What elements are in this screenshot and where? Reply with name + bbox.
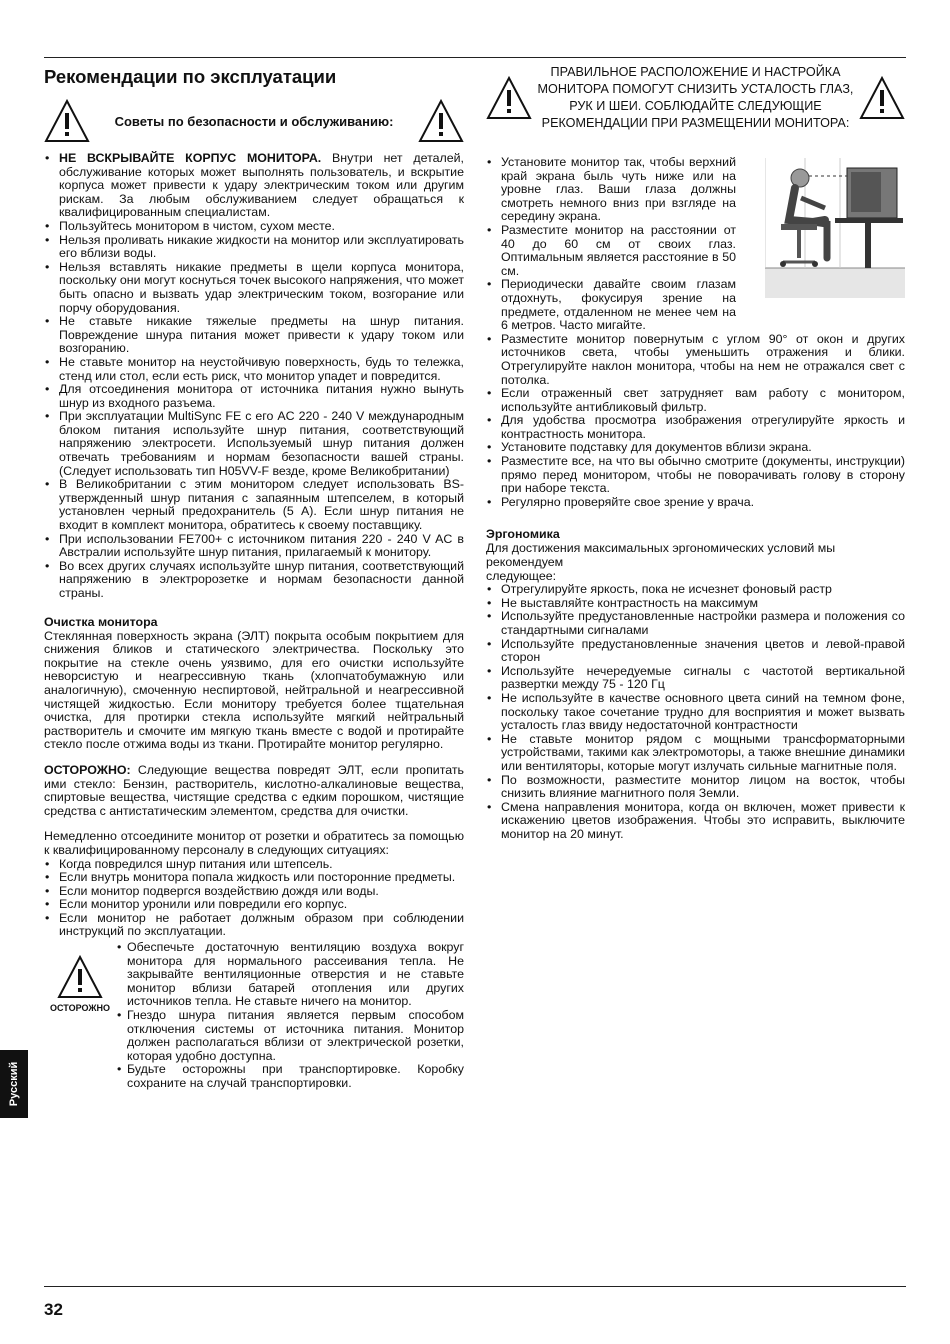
placement-list [486,333,905,510]
caution-badge [44,941,116,1091]
list-item: • Разместите монитор на расстоянии от 40 до 60 см от своих глаз. Оптимальным является расстояние в 50 см. [486,224,736,278]
list-item: • Разместите все, на что вы обычно смотрите (документы, инструкции) прямо перед монитором, чтобы не поворачивать голову в сторону при наборе текста. [486,455,905,496]
list-item: • Регулярно проверяйте свое зрение у врача. [486,496,905,510]
list-item: • Не ставьте никакие тяжелые предметы на шнур питания. Повреждение шнура питания может привести к удару током или возгоранию. [44,315,464,356]
disconnect-list [44,858,464,940]
list-item: • Используйте нечередуемые сигналы с частотой вертикальной развертки между 75 - 120 Гц [486,665,905,692]
list-item: • Если монитор подвергся воздействию дождя или воды. [44,885,464,899]
list-item: • Когда повредился шнур питания или штепсель. [44,858,464,872]
ergonomics-heading: Эргономика [486,527,560,542]
page-title: Рекомендации по эксплуатации [44,66,337,87]
list-item: • Обеспечьте достаточную вентиляцию воздуха вокруг монитора для нормального рассеивания тепла. Не закрывайте вентиляционные отверстия и не ставьте монитор вблизи батарей отопления или других источников тепла. Не ставьте ничего на монитор. [116,941,464,1009]
list-item: • Используйте предустановленные настройки размера и положения со стандартными сигналами [486,610,905,637]
list-item: • Не ставьте монитор на неустойчивую поверхность, будь то тележка, стенд или стол, если есть риск, что монитор упадет и повредится. [44,356,464,383]
list-item: • Отрегулируйте яркость, пока не исчезнет фоновый растр [486,583,905,597]
caution-label: ОСТОРОЖНО [50,1003,110,1014]
cleaning-text: Стеклянная поверхность экрана (ЭЛТ) покрыта особым покрытием для снижения бликов и статического электричества. Поскольку это покрытие на стекле очень уязвимо, для его очистки используйте неворсистую и неагрессивную ткань (хлопчатобумажную или аналогичную), смоченную неспиртовой, нейтральной и неагрессивной чистящей жидкостью. Если монитору требуется более тщательная очистка, для протирки стекла используйте мягкий нейтральный растворитель и смочите им мягкую ткань вместе с водой и протирайте стекло после отжима воды из ткани. Протирайте монитор регулярно. [44,628,464,752]
list-item: • Если отраженный свет затрудняет вам работу с монитором, используйте антибликовый фильтр. [486,387,905,414]
list-item: • Нельзя проливать никакие жидкости на монитор или эксплуатировать его вблизи воды. [44,234,464,261]
disconnect-intro: Немедленно отсоедините монитор от розетки и обратитесь за помощью к квалифицированному персоналу в следующих ситуациях: [44,829,464,857]
caution-box [44,941,464,1091]
ergonomics-list [486,583,905,841]
list-item: • Не используйте в качестве основного цвета синий на темном фоне, поскольку такое сочетание трудно для восприятия и может вызвать усталость глаз ввиду недостаточной контрастности [486,692,905,733]
placement-heading: ПРАВИЛЬНОЕ РАСПОЛОЖЕНИЕ И НАСТРОЙКА МОНИТОРА ПОМОГУТ СНИЗИТЬ УСТАЛОСТЬ ГЛАЗ, РУК И ШЕИ. СОБЛЮДАЙТЕ СЛЕДУЮЩИЕ РЕКОМЕНДАЦИИ ПРИ РАЗМЕЩЕНИИ МОНИТОРА: [537,65,854,130]
list-item: • Если монитор уронили или повредили его корпус. [44,898,464,912]
list-item: • При эксплуатации MultiSync FE с его AC 220 - 240 V международным блоком питания используйте шнур питания, соответствующий напряжению электросети. Используемый шнур питания должен отвечать требованиям и нормам безопасности вашей страны. (Следует использовать тип H05VV-F везде, кроме Великобритании) [44,410,464,478]
list-item: • Разместите монитор повернутым с углом 90° от окон и других источников света, чтобы уменьшить отражения и блики. Отрегулируйте наклон монитора, чтобы на нем не отражался свет с потолка. [486,333,905,387]
list-item: • Гнездо шнура питания является первым способом отключения системы от источника питания. Монитор должен располагаться вблизи от электрической розетки, которая удобно доступна. [116,1009,464,1063]
list-item: • Для удобства просмотра изображения отрегулируйте яркость и контрастность монитора. [486,414,905,441]
ergonomics-intro: Для достижения максимальных эргономических условий мы рекомендуем [486,541,836,570]
list-item: • Периодически давайте своим глазам отдохнуть, фокусируя зрение на предмете, отдаленном не менее чем на 6 метров. Часто мигайте. [486,278,736,332]
list-item: • Пользуйтесь монитором в чистом, сухом месте. [44,220,464,234]
bottom-rule [44,1286,906,1287]
placement-heading-row [486,64,905,132]
safety-heading: Советы по безопасности и обслуживанию: [114,113,394,129]
list-item: • Смена направления монитора, когда он включен, может привести к искажению цветов изображения. Чтобы это исправить, выключите монитор на 20 минут. [486,801,905,842]
page-number: 32 [44,1300,63,1319]
warning-icon [486,76,532,120]
safety-heading-row [44,96,464,146]
list-item: • В Великобритании с этим монитором следует использовать BS-утвержденный шнур питания с запаянным штепселем, в который установлен черный предохранитель (5 А). Если шнур питания не входит в комплект монитора, обратитесь к своему поставщику. [44,478,464,532]
list-item: • НЕ ВСКРЫВАЙТЕ КОРПУС МОНИТОРА. Внутри нет деталей, обслуживание которых может выполнять пользователь, и вскрытие корпуса может привести к удару электрическим током или другим рискам. За любым обслуживанием следует обращаться к квалифицированным специалистам. [44,152,464,220]
left-column [44,64,464,1091]
list-item: • Установите монитор так, чтобы верхний край экрана быль чуть ниже или на уровне глаз. Ваши глаза должны смотреть немного вниз при взгляде на середину экрана. [486,156,736,224]
list-item: • Во всех других случаях используйте шнур питания, соответствующий напряжению в электророзетке и нормам безопасности данной страны. [44,560,464,601]
warning-icon [859,76,905,120]
cleaning-heading: Очистка монитора [44,614,158,629]
ergonomics-intro-2: следующее: [486,568,557,583]
list-item: • Если внутрь монитора попала жидкость или посторонние предметы. [44,871,464,885]
language-tab: Русский [0,1050,28,1118]
caution-icon [57,955,103,999]
cleaning-caution: ОСТОРОЖНО: Следующие вещества повредят ЭЛТ, если пропитать ими стекло: Бензин, растворитель, кислотно-алкалиновые вещества, спиртовые вещества, чистящие средства с едким порошком, чистящие средства с антистатическим элементом, средства для очистки. [44,762,464,818]
right-column [486,64,905,842]
list-item: • Установите подставку для документов вблизи экрана. [486,441,905,455]
list-item: • Если монитор не работает должным образом при соблюдении инструкций по эксплуатации. [44,912,464,939]
list-item: • При использовании FE700+ с источником питания 220 - 240 V AC в Австралии используйте шнур питания, прилагаемый к монитору. [44,533,464,560]
list-item: • Не ставьте монитор рядом с мощными трансформаторными устройствами, такими как электромоторы, а также внешние динамики или вентиляторы, которые могут излучать сильные магнитные поля. [486,733,905,774]
ergonomic-illustration [765,158,905,298]
list-item: • Нельзя вставлять никакие предметы в щели корпуса монитора, поскольку они могут коснуться точек высокого напряжения, что может быть опасно и вызвать удар электрическим током, возгорание или порчу оборудования. [44,261,464,315]
list-item: • По возможности, разместите монитор лицом на восток, чтобы снизить влияние магнитного поля Земли. [486,774,905,801]
safety-list [44,152,464,601]
list-item: • Для отсоединения монитора от источника питания нужно вынуть шнур из входного разъема. [44,383,464,410]
warning-icon [44,99,90,143]
warning-icon [418,99,464,143]
top-rule [44,57,906,58]
list-item: • Не выставляйте контрастность на максимум [486,597,905,611]
caution-list [116,941,464,1091]
list-item: • Будьте осторожны при транспортировке. Коробку сохраните на случай транспортировки. [116,1063,464,1090]
placement-section [486,156,905,509]
list-item: • Используйте предустановленные значения цветов и левой-правой сторон [486,638,905,665]
